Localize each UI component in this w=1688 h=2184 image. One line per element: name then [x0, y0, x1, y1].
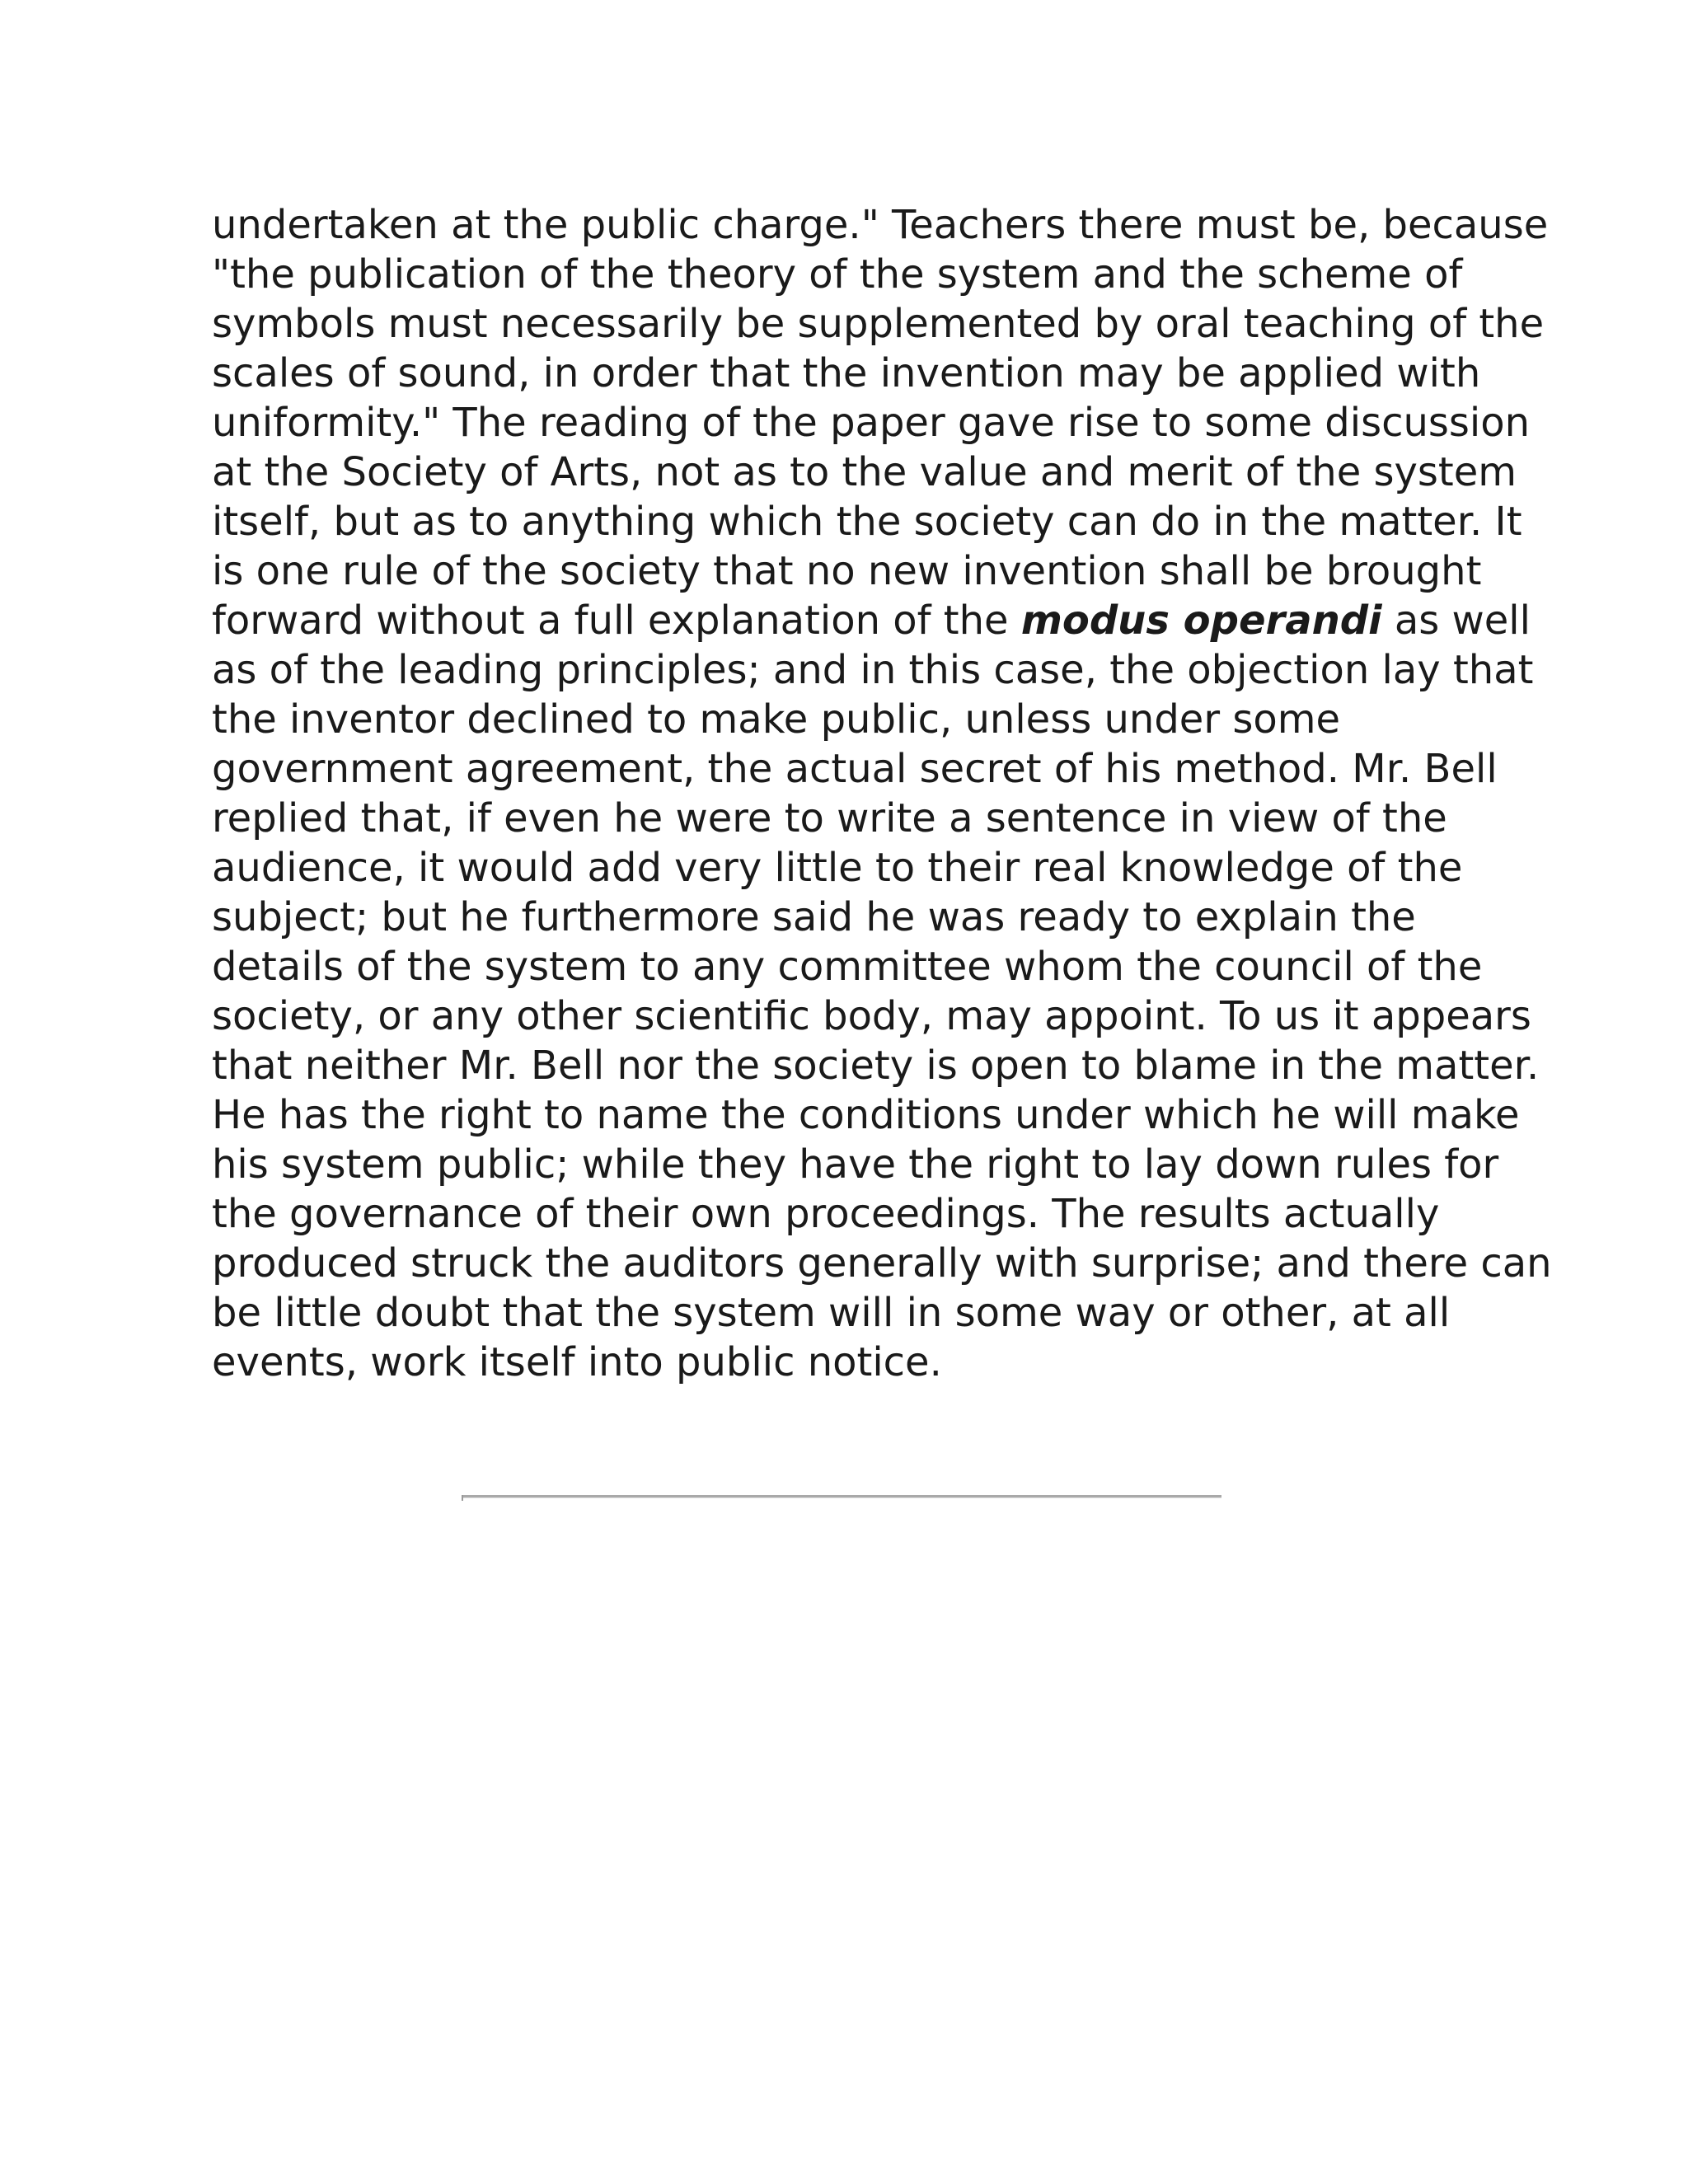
text-line: government agreement, the actual secret of his method. Mr. Bell — [212, 746, 1498, 792]
emphasized-term: modus operandi — [1020, 598, 1382, 644]
text-line: the governance of their own proceedings. The results actually — [212, 1191, 1440, 1237]
text-line: as of the leading principles; and in this case, the objection lay that — [212, 647, 1534, 693]
text-line: subject; but he furthermore said he was ready to explain the — [212, 894, 1416, 940]
text-line: produced struck the auditors generally with surprise; and there can — [212, 1240, 1552, 1286]
text-line: audience, it would add very little to their real knowledge of the — [212, 845, 1463, 891]
text-line-with-emphasis — [212, 596, 1531, 645]
horizontal-rule-end-mark — [462, 1495, 463, 1501]
text-run: forward without a full explanation of the — [212, 598, 1021, 644]
text-line: undertaken at the public charge." Teachers there must be, because — [212, 202, 1549, 248]
text-line: replied that, if even he were to write a sentence in view of the — [212, 795, 1447, 841]
text-line: at the Society of Arts, not as to the value and merit of the system — [212, 449, 1517, 495]
text-line: events, work itself into public notice. — [212, 1339, 942, 1385]
text-line: "the publication of the theory of the system and the scheme of — [212, 251, 1463, 298]
text-line: that neither Mr. Bell nor the society is open to blame in the matter. — [212, 1043, 1540, 1089]
text-line: society, or any other scientific body, may appoint. To us it appears — [212, 993, 1531, 1039]
text-line: the inventor declined to make public, unless under some — [212, 696, 1340, 743]
text-run: as well — [1381, 598, 1531, 644]
text-line: be little doubt that the system will in some way or other, at all — [212, 1290, 1451, 1336]
text-line: is one rule of the society that no new invention shall be brought — [212, 548, 1482, 594]
text-line: details of the system to any committee whom the council of the — [212, 944, 1483, 990]
horizontal-rule — [462, 1495, 1221, 1498]
text-line: symbols must necessarily be supplemented by oral teaching of the — [212, 301, 1545, 347]
body-paragraph — [212, 200, 1552, 1387]
text-line: his system public; while they have the right to lay down rules for — [212, 1141, 1499, 1188]
text-line: scales of sound, in order that the invention may be applied with — [212, 350, 1481, 396]
text-line: itself, but as to anything which the society can do in the matter. It — [212, 499, 1522, 545]
text-line: uniformity." The reading of the paper gave rise to some discussion — [212, 400, 1531, 446]
text-line: He has the right to name the conditions under which he will make — [212, 1092, 1520, 1138]
